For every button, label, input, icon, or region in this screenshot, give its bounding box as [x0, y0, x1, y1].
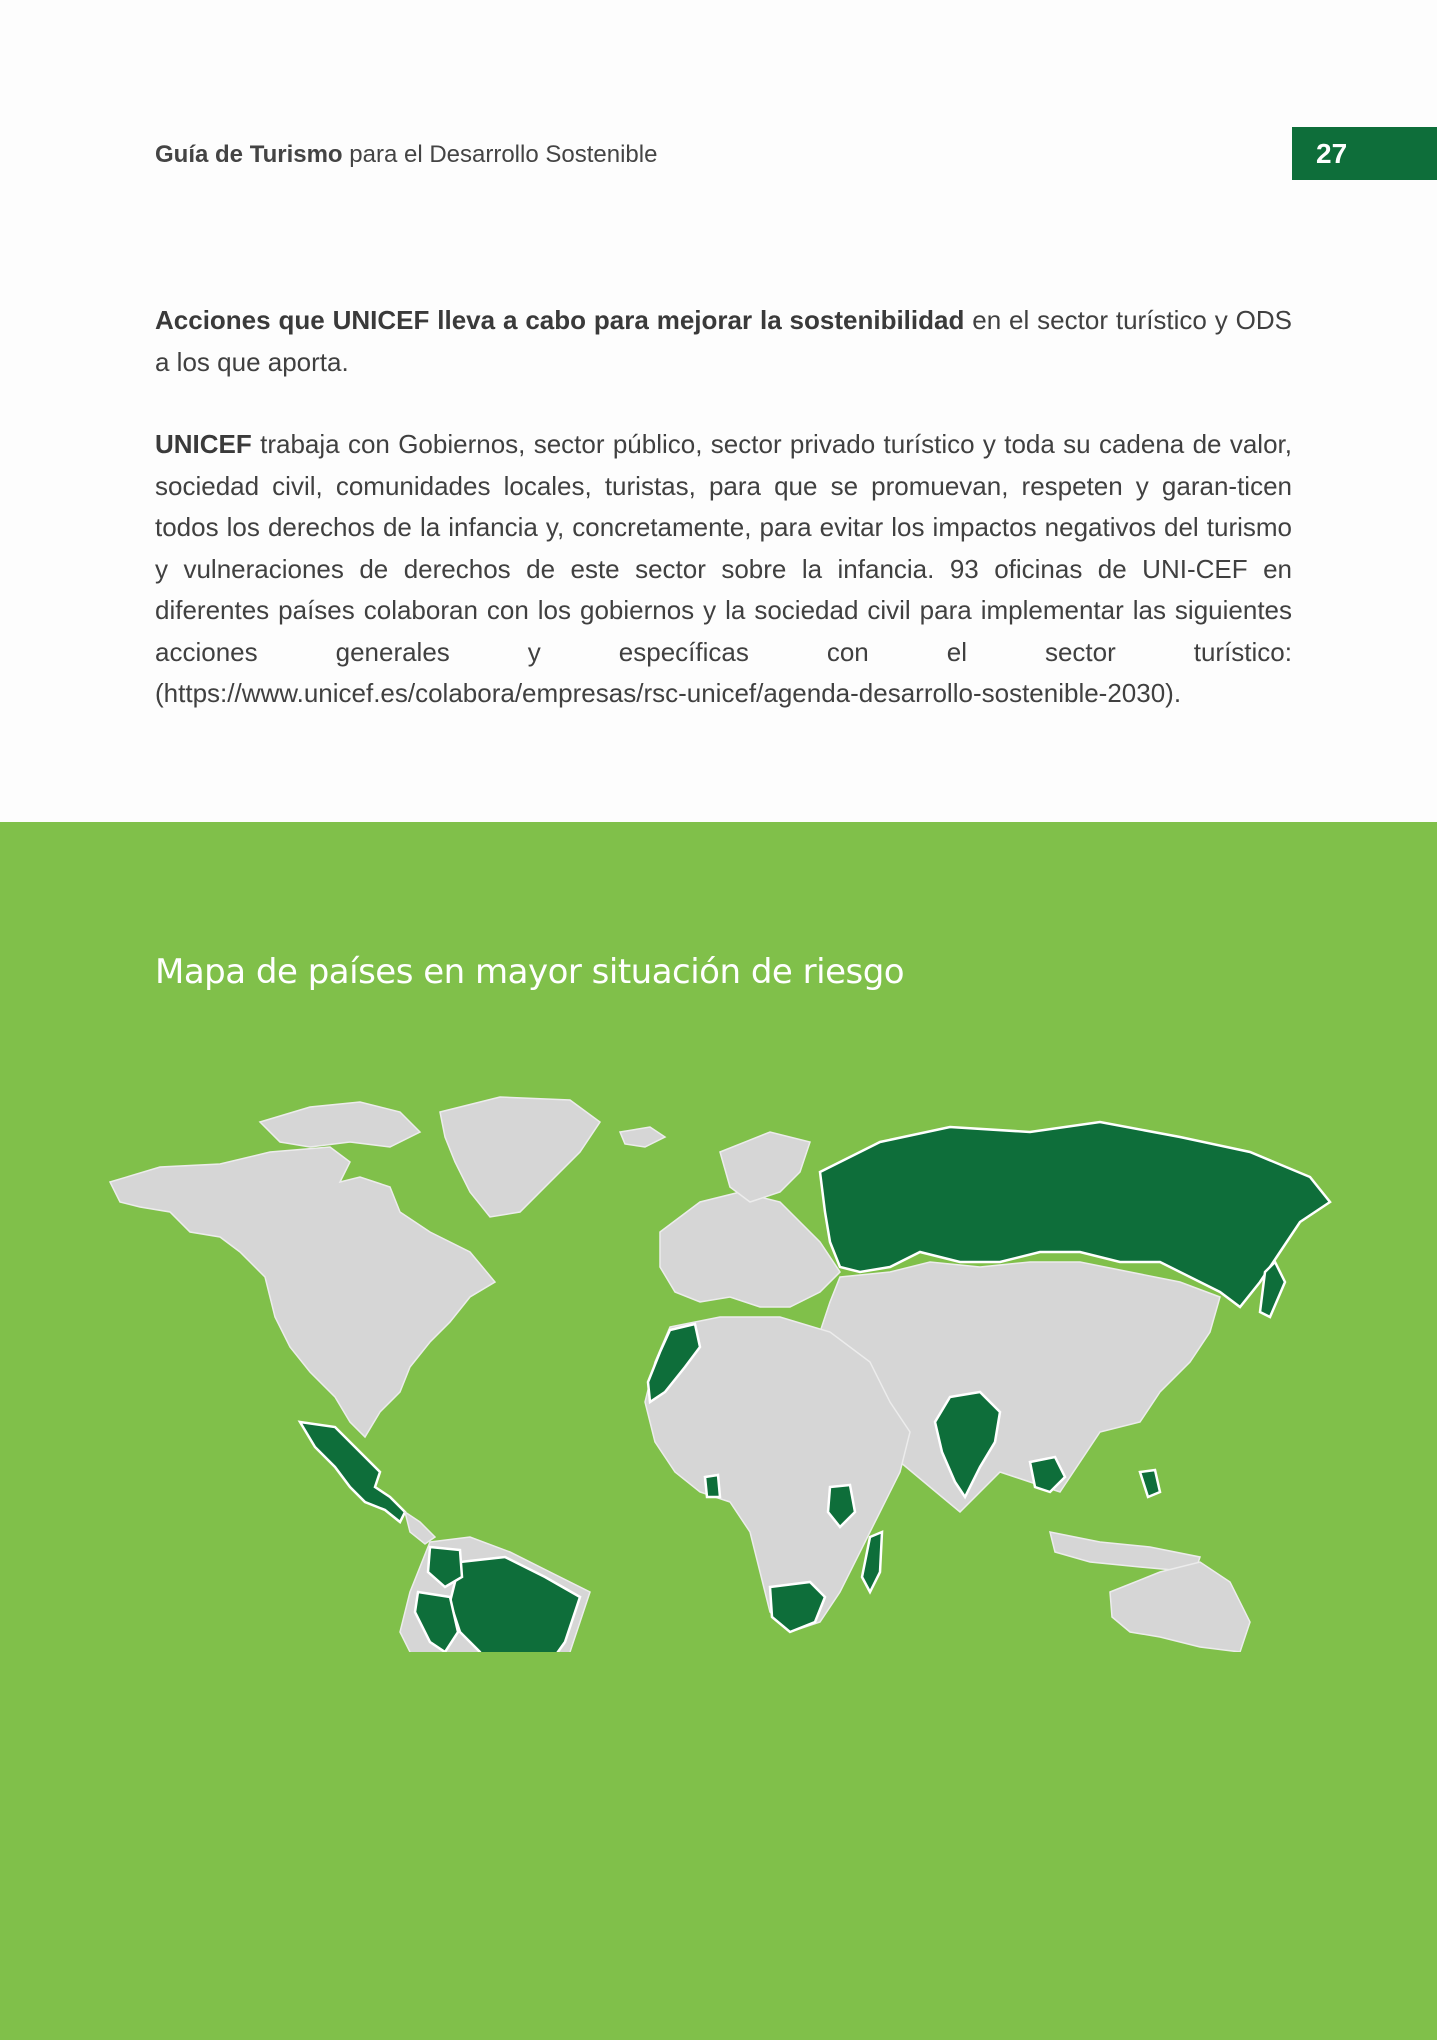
- header-title-rest: para el Desarrollo Sostenible: [342, 141, 658, 168]
- europe: [660, 1192, 840, 1307]
- header-title-bold: Guía de Turismo: [155, 141, 343, 168]
- body-bold: UNICEF: [155, 429, 252, 459]
- indonesia: [1050, 1532, 1200, 1572]
- philippines-risk: [1140, 1470, 1160, 1497]
- body-rest: trabaja con Gobiernos, sector público, sector privado turístico y toda su cadena de valor, sociedad civil, comunidades locales, turistas, para que se promuevan, respeten y garan-ticen todos los derechos de la infancia y, concretamente, para evitar los impactos negativos del turismo y vulneraciones de derechos de este sector sobre la infancia. 93 oficinas de UNI-CEF en diferentes países colaboran con los gobiernos y la sociedad civil para implementar las siguientes acciones generales y específicas con el sector turístico: (https://www.unicef.es/colabora/empresas/rsc-unicef/agenda-desarrollo-sostenible-2030).: [155, 429, 1292, 708]
- world-map: [100, 1092, 1390, 1652]
- map-section: [0, 822, 1437, 2040]
- north-america: [110, 1147, 495, 1437]
- greenland: [440, 1097, 600, 1217]
- running-header: [155, 140, 657, 170]
- intro-paragraph: [155, 300, 1292, 383]
- scandinavia: [720, 1132, 810, 1202]
- mexico-risk: [300, 1422, 405, 1522]
- south-africa-risk: [770, 1582, 825, 1632]
- central-america: [405, 1512, 435, 1544]
- brazil-risk: [450, 1557, 580, 1652]
- intro-rest: en el sector turístico y ODS a los que aporta.: [155, 305, 1293, 377]
- ghana-risk: [705, 1475, 720, 1497]
- intro-bold: Acciones que UNICEF lleva a cabo para mejorar la sostenibilidad: [155, 305, 965, 335]
- page-number-badge: 27: [1292, 127, 1437, 180]
- australia: [1110, 1562, 1250, 1652]
- body-paragraph: [155, 424, 1292, 715]
- iceland: [620, 1127, 665, 1147]
- arctic-islands: [260, 1102, 420, 1147]
- map-title: Mapa de países en mayor situación de riesgo: [155, 952, 905, 992]
